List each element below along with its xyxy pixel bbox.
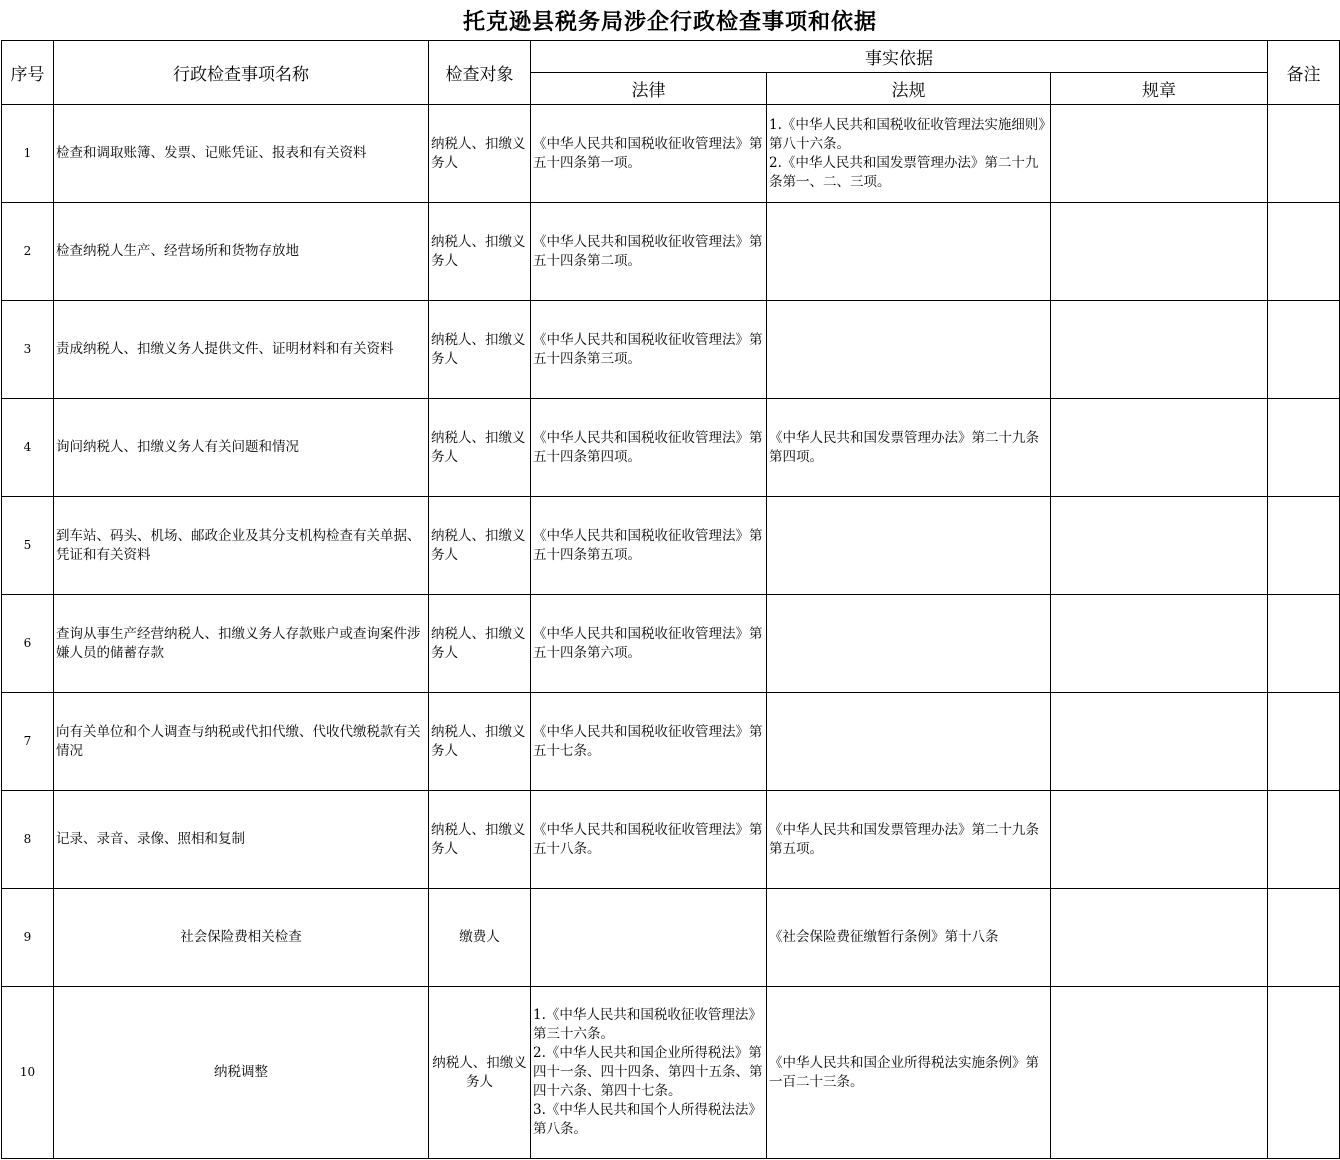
cell-rule [1051, 693, 1268, 791]
cell-remark [1268, 889, 1340, 987]
cell-name: 责成纳税人、扣缴义务人提供文件、证明材料和有关资料 [54, 301, 429, 399]
cell-law-line: 《中华人民共和国税收征收管理法》第五十四条第四项。 [533, 429, 763, 465]
page-title: 托克逊县税务局涉企行政检查事项和依据 [462, 8, 877, 35]
cell-law [531, 791, 767, 889]
header-law: 法律 [531, 73, 767, 105]
cell-regulation [767, 595, 1051, 693]
cell-law [531, 399, 767, 497]
cell-regulation [767, 693, 1051, 791]
cell-regulation-line: 《社会保险费征缴暂行条例》第十八条 [769, 929, 999, 945]
header-name: 行政检查事项名称 [54, 41, 429, 105]
cell-name: 查询从事生产经营纳税人、扣缴义务人存款账户或查询案件涉嫌人员的储蓄存款 [54, 595, 429, 693]
cell-rule [1051, 105, 1268, 203]
cell-object: 纳税人、扣缴义务人 [429, 987, 531, 1159]
cell-law [531, 987, 767, 1159]
inspection-table [1, 40, 1340, 1159]
cell-law-line: 《中华人民共和国税收征收管理法》第五十四条第六项。 [533, 625, 763, 661]
cell-regulation-line: 《中华人民共和国企业所得税法实施条例》第一百二十三条。 [769, 1054, 1039, 1090]
cell-rule [1051, 497, 1268, 595]
cell-regulation-line: 1.《中华人民共和国税收征收管理法实施细则》第八十六条。 [769, 116, 1046, 152]
cell-law-line: 《中华人民共和国税收征收管理法》第五十四条第三项。 [533, 331, 763, 367]
cell-object: 纳税人、扣缴义务人 [429, 693, 531, 791]
cell-rule [1051, 987, 1268, 1159]
cell-regulation-line: 《中华人民共和国发票管理办法》第二十九条第五项。 [769, 821, 1039, 857]
cell-object: 纳税人、扣缴义务人 [429, 595, 531, 693]
header-basis: 事实依据 [531, 41, 1268, 73]
cell-regulation [767, 889, 1051, 987]
header-rule: 规章 [1051, 73, 1268, 105]
cell-regulation-line: 2.《中华人民共和国发票管理办法》第二十九条第一、二、三项。 [769, 154, 1039, 190]
table-row [2, 791, 1340, 889]
cell-law-line: 《中华人民共和国税收征收管理法》第五十四条第二项。 [533, 233, 763, 269]
cell-remark [1268, 497, 1340, 595]
cell-remark [1268, 791, 1340, 889]
cell-object: 纳税人、扣缴义务人 [429, 497, 531, 595]
header-seq: 序号 [2, 41, 54, 105]
cell-law [531, 105, 767, 203]
cell-remark [1268, 987, 1340, 1159]
cell-law-line: 3.《中华人民共和国个人所得税法法》第八条。 [533, 1102, 762, 1137]
cell-law [531, 301, 767, 399]
cell-seq: 7 [2, 693, 54, 791]
cell-remark [1268, 595, 1340, 693]
header-remark: 备注 [1268, 41, 1340, 105]
cell-regulation [767, 301, 1051, 399]
cell-name: 询问纳税人、扣缴义务人有关问题和情况 [54, 399, 429, 497]
cell-name: 社会保险费相关检查 [54, 889, 429, 987]
cell-law-line: 《中华人民共和国税收征收管理法》第五十四条第一项。 [533, 135, 763, 171]
cell-seq: 1 [2, 105, 54, 203]
cell-seq: 10 [2, 987, 54, 1159]
cell-regulation [767, 203, 1051, 301]
cell-rule [1051, 889, 1268, 987]
cell-law [531, 693, 767, 791]
cell-remark [1268, 301, 1340, 399]
table-body [2, 105, 1340, 1159]
cell-regulation [767, 105, 1051, 203]
cell-law [531, 203, 767, 301]
cell-seq: 2 [2, 203, 54, 301]
cell-law-line: 《中华人民共和国税收征收管理法》第五十四条第五项。 [533, 527, 763, 563]
cell-seq: 6 [2, 595, 54, 693]
table-row [2, 399, 1340, 497]
cell-name: 到车站、码头、机场、邮政企业及其分支机构检查有关单据、凭证和有关资料 [54, 497, 429, 595]
cell-object: 缴费人 [429, 889, 531, 987]
cell-seq: 4 [2, 399, 54, 497]
cell-regulation-line: 《中华人民共和国发票管理办法》第二十九条第四项。 [769, 429, 1039, 465]
cell-object: 纳税人、扣缴义务人 [429, 399, 531, 497]
cell-rule [1051, 301, 1268, 399]
cell-object: 纳税人、扣缴义务人 [429, 301, 531, 399]
table-row [2, 301, 1340, 399]
cell-law-line: 《中华人民共和国税收征收管理法》第五十七条。 [533, 723, 763, 759]
cell-object: 纳税人、扣缴义务人 [429, 105, 531, 203]
cell-name: 记录、录音、录像、照相和复制 [54, 791, 429, 889]
cell-name: 纳税调整 [54, 987, 429, 1159]
cell-seq: 5 [2, 497, 54, 595]
cell-name: 检查纳税人生产、经营场所和货物存放地 [54, 203, 429, 301]
cell-rule [1051, 595, 1268, 693]
cell-law-line: 《中华人民共和国税收征收管理法》第五十八条。 [533, 821, 763, 857]
cell-rule [1051, 791, 1268, 889]
table-row [2, 105, 1340, 203]
cell-remark [1268, 203, 1340, 301]
cell-rule [1051, 203, 1268, 301]
cell-rule [1051, 399, 1268, 497]
cell-remark [1268, 399, 1340, 497]
table-row [2, 595, 1340, 693]
cell-object: 纳税人、扣缴义务人 [429, 791, 531, 889]
table-row [2, 889, 1340, 987]
header-object: 检查对象 [429, 41, 531, 105]
table-row [2, 497, 1340, 595]
table-row [2, 693, 1340, 791]
cell-name: 向有关单位和个人调查与纳税或代扣代缴、代收代缴税款有关情况 [54, 693, 429, 791]
cell-object: 纳税人、扣缴义务人 [429, 203, 531, 301]
cell-remark [1268, 693, 1340, 791]
table-row [2, 987, 1340, 1159]
cell-regulation [767, 791, 1051, 889]
cell-regulation [767, 987, 1051, 1159]
cell-law-line: 1.《中华人民共和国税收征收管理法》第三十六条。 [533, 1007, 762, 1042]
cell-law [531, 889, 767, 987]
cell-seq: 3 [2, 301, 54, 399]
cell-seq: 9 [2, 889, 54, 987]
cell-regulation [767, 399, 1051, 497]
cell-remark [1268, 105, 1340, 203]
cell-regulation [767, 497, 1051, 595]
cell-seq: 8 [2, 791, 54, 889]
cell-name: 检查和调取账簿、发票、记账凭证、报表和有关资料 [54, 105, 429, 203]
table-row [2, 203, 1340, 301]
cell-law-line: 2.《中华人民共和国企业所得税法》第四十一条、四十四条、第四十五条、第四十六条、第四十七条。 [533, 1045, 763, 1099]
header-regulation: 法规 [767, 73, 1051, 105]
cell-law [531, 497, 767, 595]
cell-law [531, 595, 767, 693]
